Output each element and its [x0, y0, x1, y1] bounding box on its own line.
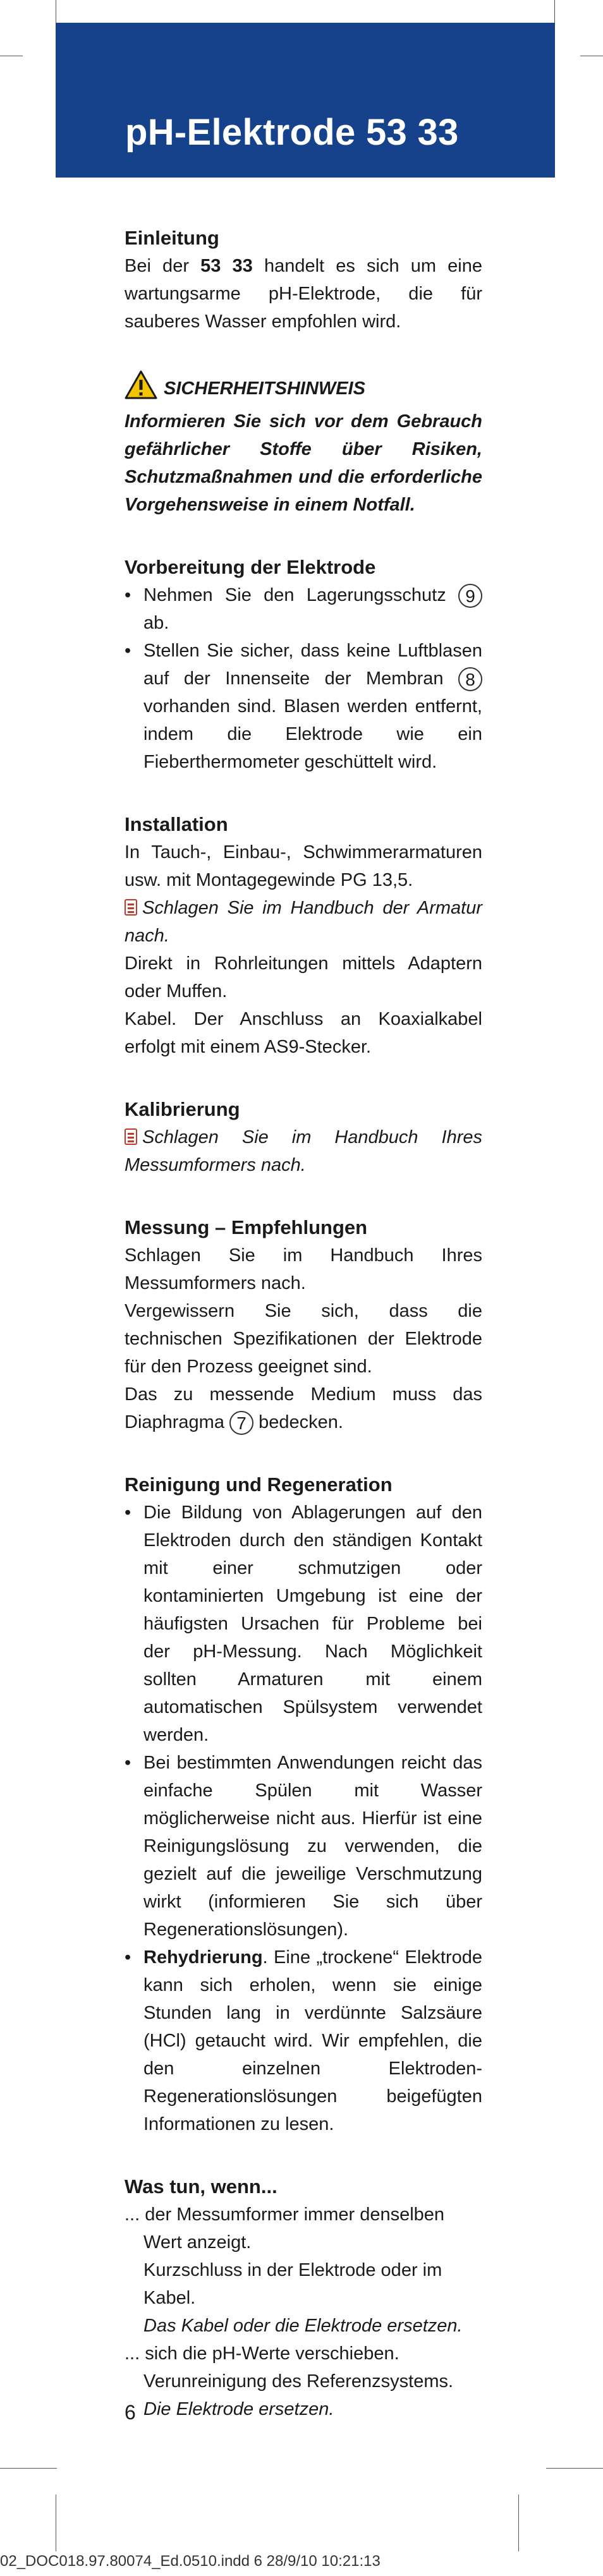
- safety-notice: [125, 370, 482, 519]
- title-banner: [56, 23, 555, 178]
- preparation-section: [125, 553, 482, 776]
- safety-text: Informieren Sie sich vor dem Gebrauch gefährlicher Stoffe über Risiken, Schutzmaßnahmen und die erforderliche Vorgehensweise in einem Notfall.: [125, 411, 482, 515]
- callout-number: 8: [458, 667, 482, 691]
- install-lead: Kabel.: [125, 1009, 177, 1029]
- installation-reference: [125, 894, 482, 950]
- intro-section: [125, 224, 482, 336]
- trouble-case: ... der Messumformer immer denselben Wert anzeigt.: [125, 2204, 445, 2252]
- callout-number: 9: [458, 584, 482, 608]
- manual-reference-icon: [125, 899, 137, 916]
- crop-mark: [518, 2494, 519, 2551]
- trouble-cause: Kurzschluss in der Elektrode oder im Kabel.: [143, 2260, 442, 2308]
- safety-title: SICHERHEITSHINWEIS: [164, 378, 366, 399]
- preparation-list: [125, 581, 482, 776]
- list-item-text: . Eine „trockene“ Elektrode kann sich erholen, wenn sie einige Stunden lang in verdünnte Salzsäure (HCl) getaucht wird. Wir empfehlen, die den einzelnen Elektroden-Regenerationslösungen beigefügten Informationen zu lesen.: [143, 1947, 482, 2134]
- install-lead: Direkt in Rohrleitungen: [125, 953, 329, 974]
- list-item: • Die Bildung von Ablagerungen auf den Elektroden durch den ständigen Kontakt mit einer schmutzigen oder kontaminierten Umgebung ist eine der häufigsten Ursachen für Probleme bei der pH-Messung. Nach Möglichkeit sollten Armaturen mit einem automatischen Spülsystem verwendet werden.: [125, 1499, 482, 1749]
- cleaning-heading: Reinigung und Regeneration: [125, 1473, 393, 1496]
- list-item: [125, 581, 482, 637]
- list-item-text: ab.: [143, 613, 169, 633]
- warning-triangle-icon: [125, 370, 157, 408]
- installation-heading: Installation: [125, 813, 228, 835]
- intro-text: [125, 252, 482, 336]
- list-item-text: Nehmen Sie den Lagerungsschutz: [143, 585, 458, 605]
- trouble-remedy: Die Elektrode ersetzen.: [143, 2399, 334, 2419]
- document-body: [125, 224, 482, 2458]
- safety-title-line: [125, 370, 482, 408]
- measurement-section: [125, 1214, 482, 1436]
- cleaning-section: [125, 1471, 482, 2138]
- callout-number: 7: [229, 1411, 253, 1435]
- calibration-section: [125, 1096, 482, 1179]
- crop-mark: [554, 0, 555, 23]
- measurement-text: Das zu messende Medium muss das Diaphragma: [125, 1384, 482, 1432]
- installation-paragraph: [125, 950, 482, 1005]
- intro-text-end: handelt es sich um eine wartungsarme pH-Elektrode, die für sauberes Wasser empfohlen wird.: [125, 256, 482, 332]
- print-slug: 02_DOC018.97.80074_Ed.0510.indd 6 28/9/10 10:21:13: [0, 2553, 381, 2570]
- calibration-reference: [125, 1123, 482, 1179]
- list-item: [125, 1944, 482, 2138]
- measurement-heading: Messung – Empfehlungen: [125, 1216, 368, 1238]
- page-number: 6: [125, 2401, 136, 2424]
- troubleshooting-section: [125, 2173, 482, 2423]
- install-text: mittels Adaptern oder Muffen.: [125, 953, 483, 1001]
- reference-text: Schlagen Sie im Handbuch Ihres Messumformers nach.: [125, 1127, 482, 1175]
- measurement-paragraph: Schlagen Sie im Handbuch Ihres Messumformers nach.: [125, 1245, 482, 1293]
- installation-section: [125, 811, 482, 1061]
- intro-heading: Einleitung: [125, 227, 219, 249]
- list-item-text: Stellen Sie sicher, dass keine Luftblasen auf der Innenseite der Membran: [143, 641, 482, 689]
- preparation-heading: Vorbereitung der Elektrode: [125, 556, 376, 578]
- installation-paragraph: [125, 838, 482, 894]
- list-item: [125, 637, 482, 776]
- page-title: pH-Elektrode 53 33: [125, 112, 459, 153]
- trouble-case: ... sich die pH-Werte verschieben.: [125, 2343, 399, 2364]
- intro-text-start: Bei der: [125, 256, 201, 276]
- troubleshooting-heading: Was tun, wenn...: [125, 2175, 277, 2198]
- install-text: usw. mit Montagegewinde PG 13,5.: [125, 870, 413, 890]
- installation-paragraph: [125, 1005, 482, 1061]
- list-item: • Bei bestimmten Anwendungen reicht das einfache Spülen mit Wasser möglicherweise nicht aus. Hierfür ist eine Reinigungslösung zu verwenden, die gezielt auf die jeweilige Verschmutzung wirkt (informieren Sie sich über Regenerationslösungen).: [125, 1749, 482, 1944]
- crop-mark: [546, 2468, 603, 2469]
- manual-reference-icon: [125, 1128, 137, 1145]
- cleaning-list: [125, 1499, 482, 2138]
- crop-mark: [0, 2468, 57, 2469]
- install-text: Der Anschluss an Koaxialkabel erfolgt mit einem AS9-Stecker.: [125, 1009, 482, 1057]
- list-item-text: vorhanden sind. Blasen werden entfernt, indem die Elektrode wie ein Fieberthermometer geschüttelt wird.: [143, 696, 482, 772]
- calibration-heading: Kalibrierung: [125, 1098, 240, 1120]
- rehydration-label: Rehydrierung: [143, 1947, 263, 1968]
- trouble-remedy: Das Kabel oder die Elektrode ersetzen.: [143, 2316, 463, 2336]
- measurement-paragraph: [125, 1381, 482, 1436]
- measurement-text: bedecken.: [253, 1412, 343, 1432]
- trouble-cause: Verunreinigung des Referenzsystems.: [143, 2371, 454, 2392]
- reference-text: Schlagen Sie im Handbuch der Armatur nach.: [125, 898, 482, 946]
- measurement-paragraph: Vergewissern Sie sich, dass die technischen Spezifikationen der Elektrode für den Prozess geeignet sind.: [125, 1301, 482, 1377]
- install-lead: In Tauch-, Einbau-, Schwimmerarmaturen: [125, 842, 482, 862]
- model-number: 53 33: [200, 256, 253, 276]
